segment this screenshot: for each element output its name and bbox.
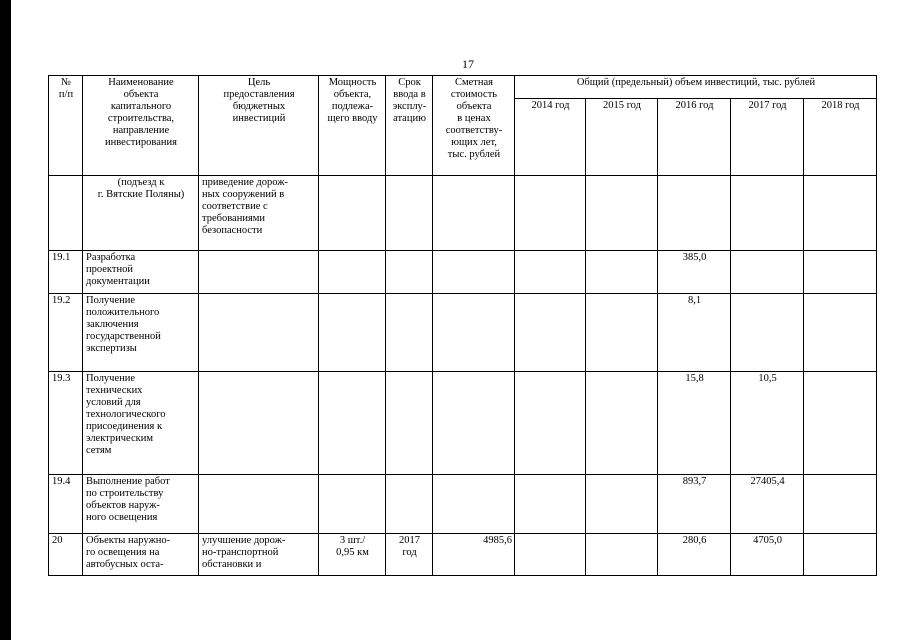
cell-2016: 280,6 — [658, 534, 731, 576]
cell-2015 — [586, 294, 658, 372]
cell-2014 — [515, 294, 586, 372]
cell-2017 — [731, 294, 804, 372]
cell-2015 — [586, 534, 658, 576]
cell-capacity — [319, 176, 386, 251]
cell-cost — [433, 251, 515, 294]
table-row — [49, 475, 877, 534]
cell-term — [386, 294, 433, 372]
table-row — [49, 176, 877, 251]
cell-term — [386, 475, 433, 534]
cell-2014 — [515, 176, 586, 251]
header-row — [49, 76, 877, 99]
header-invest: Общий (предельный) объем инвестиций, тыс. рублей — [515, 76, 877, 99]
header-goal: Цель предоставления бюджетных инвестиций — [199, 76, 319, 176]
cell-term — [386, 372, 433, 475]
header-name: Наименование объекта капитального строительства, направление инвестирования — [83, 76, 199, 176]
cell-cost — [433, 475, 515, 534]
cell-2014 — [515, 534, 586, 576]
table-row — [49, 251, 877, 294]
cell-2017: 10,5 — [731, 372, 804, 475]
cell-2014 — [515, 475, 586, 534]
cell-2016: 385,0 — [658, 251, 731, 294]
cell-goal — [199, 372, 319, 475]
cell-num: 20 — [49, 534, 83, 576]
cell-cost — [433, 294, 515, 372]
cell-cost — [433, 372, 515, 475]
cell-goal: приведение дорож- ных сооружений в соответствие с требованиями безопасности — [199, 176, 319, 251]
scan-edge-bar — [0, 0, 11, 640]
cell-goal: улучшение дорож- но-транспортной обстановки и — [199, 534, 319, 576]
header-year: 2015 год — [586, 99, 658, 176]
cell-capacity — [319, 251, 386, 294]
cell-goal — [199, 294, 319, 372]
cell-2018 — [804, 176, 877, 251]
header-num: № п/п — [49, 76, 83, 176]
cell-2016 — [658, 176, 731, 251]
cell-2018 — [804, 534, 877, 576]
cell-num — [49, 176, 83, 251]
cell-goal — [199, 475, 319, 534]
cell-num: 19.1 — [49, 251, 83, 294]
page-number: 17 — [462, 57, 474, 71]
cell-num: 19.3 — [49, 372, 83, 475]
cell-num: 19.4 — [49, 475, 83, 534]
header-year: 2018 год — [804, 99, 877, 176]
cell-2016: 15,8 — [658, 372, 731, 475]
investment-table — [48, 75, 877, 576]
cell-name: Разработка проектной документации — [83, 251, 199, 294]
cell-2015 — [586, 176, 658, 251]
table-row — [49, 294, 877, 372]
cell-capacity — [319, 475, 386, 534]
cell-goal — [199, 251, 319, 294]
header-cost: Сметная стоимость объекта в ценах соответству- ющих лет, тыс. рублей — [433, 76, 515, 176]
cell-2018 — [804, 475, 877, 534]
cell-name: Получение технических условий для технологического присоединения к электрическим сетям — [83, 372, 199, 475]
cell-2015 — [586, 372, 658, 475]
header-capacity: Мощность объекта, подлежа- щего вводу — [319, 76, 386, 176]
table-row — [49, 534, 877, 576]
cell-num: 19.2 — [49, 294, 83, 372]
cell-2016: 893,7 — [658, 475, 731, 534]
cell-term — [386, 176, 433, 251]
cell-capacity — [319, 294, 386, 372]
cell-2018 — [804, 372, 877, 475]
cell-cost — [433, 176, 515, 251]
cell-term: 2017 год — [386, 534, 433, 576]
cell-name: (подъезд к г. Вятские Поляны) — [83, 176, 199, 251]
table-row — [49, 372, 877, 475]
cell-2015 — [586, 251, 658, 294]
cell-term — [386, 251, 433, 294]
cell-2016: 8,1 — [658, 294, 731, 372]
cell-name: Получение положительного заключения государственной экспертизы — [83, 294, 199, 372]
cell-2018 — [804, 251, 877, 294]
cell-2017: 4705,0 — [731, 534, 804, 576]
cell-2017 — [731, 176, 804, 251]
cell-2014 — [515, 251, 586, 294]
cell-2018 — [804, 294, 877, 372]
cell-cost: 4985,6 — [433, 534, 515, 576]
cell-capacity: 3 шт./ 0,95 км — [319, 534, 386, 576]
cell-name: Объекты наружно- го освещения на автобусных оста- — [83, 534, 199, 576]
header-year: 2016 год — [658, 99, 731, 176]
header-year: 2014 год — [515, 99, 586, 176]
cell-2014 — [515, 372, 586, 475]
header-term: Срок ввода в эксплу- атацию — [386, 76, 433, 176]
cell-2017 — [731, 251, 804, 294]
cell-2015 — [586, 475, 658, 534]
header-year: 2017 год — [731, 99, 804, 176]
cell-2017: 27405,4 — [731, 475, 804, 534]
cell-capacity — [319, 372, 386, 475]
cell-name: Выполнение работ по строительству объектов наруж- ного освещения — [83, 475, 199, 534]
